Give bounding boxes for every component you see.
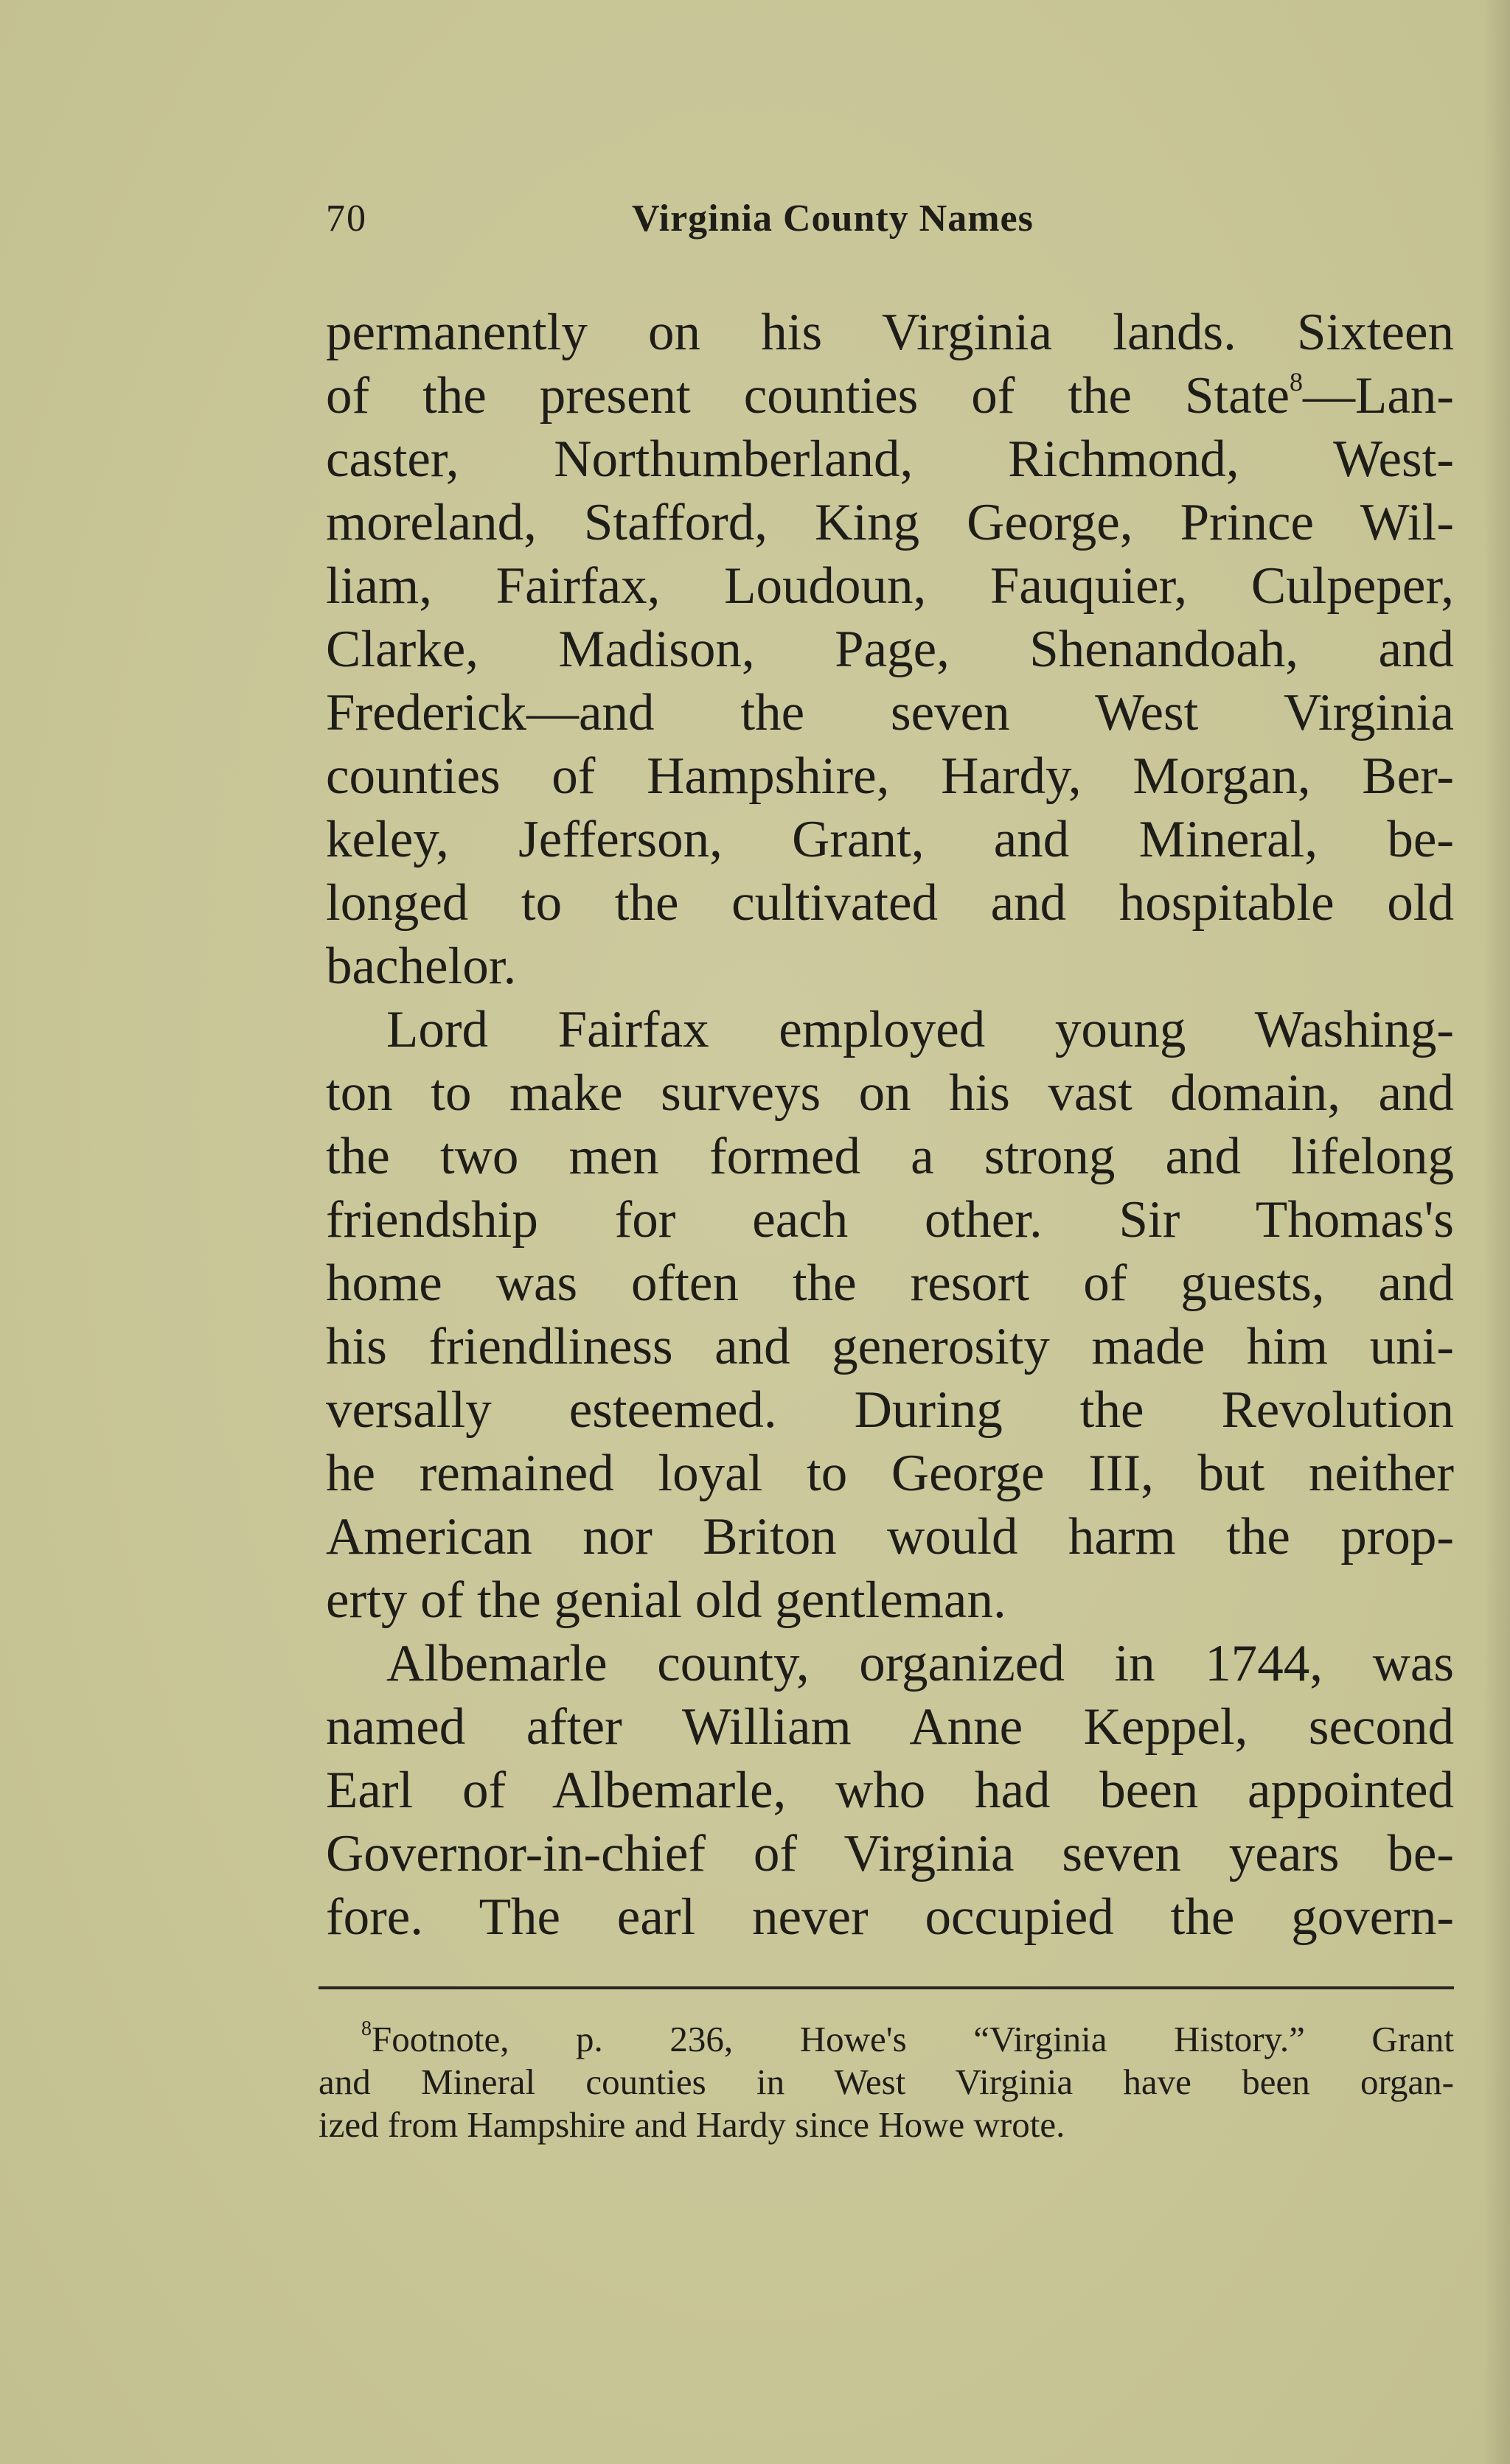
text-line: counties of Hampshire, Hardy, Morgan, Ber- — [326, 747, 1454, 805]
text-line: liam, Fairfax, Loudoun, Fauquier, Culpeper, — [326, 557, 1454, 615]
footnote-line — [319, 2018, 1454, 2061]
text-line: American nor Briton would harm the prop- — [326, 1508, 1454, 1566]
text-line: Lord Fairfax employed young Washing- — [386, 1001, 1454, 1058]
text-line: ton to make surveys on his vast domain, and — [326, 1064, 1454, 1122]
text-line: the two men formed a strong and lifelong — [326, 1128, 1454, 1185]
body-text — [326, 301, 1454, 1949]
running-title: Virginia County Names — [632, 198, 1034, 240]
text-line: versally esteemed. During the Revolution — [326, 1381, 1454, 1439]
footnote-line: and Mineral counties in West Virginia have been organ- — [319, 2062, 1454, 2102]
footnote-mark: 8 — [361, 2017, 372, 2040]
text-line: his friendliness and generosity made him uni- — [326, 1318, 1454, 1375]
footnote-rule — [319, 1986, 1454, 1989]
paragraph-3 — [326, 1632, 1454, 1949]
text-line: Frederick—and the seven West Virginia — [326, 684, 1454, 741]
text-line: erty of the genial old gentleman. — [326, 1571, 1006, 1629]
footnote-line: ized from Hampshire and Hardy since Howe wrote. — [319, 2104, 1065, 2145]
text-line: fore. The earl never occupied the govern- — [326, 1888, 1454, 1946]
page-number: 70 — [326, 198, 367, 240]
text-line: Governor-in-chief of Virginia seven years be- — [326, 1825, 1454, 1882]
text-line-part: of the present counties of the State — [326, 367, 1290, 425]
text-line-part: —Lan- — [1302, 367, 1454, 425]
text-line — [326, 364, 1454, 427]
paragraph-1 — [326, 301, 1454, 998]
text-line: Clarke, Madison, Page, Shenandoah, and — [326, 621, 1454, 678]
page-header — [326, 193, 1454, 245]
footnote-line-text: Footnote, p. 236, Howe's “Virginia History.” Grant — [372, 2019, 1454, 2059]
text-line: named after William Anne Keppel, second — [326, 1698, 1454, 1756]
footnote — [319, 2018, 1454, 2146]
text-line: friendship for each other. Sir Thomas's — [326, 1191, 1454, 1249]
page-edge-shadow — [1483, 0, 1510, 2464]
text-line: home was often the resort of guests, and — [326, 1254, 1454, 1312]
footnote-reference: 8 — [1289, 367, 1303, 397]
text-line: moreland, Stafford, King George, Prince Wil- — [326, 494, 1454, 551]
text-line: longed to the cultivated and hospitable old — [326, 874, 1454, 932]
text-line: caster, Northumberland, Richmond, West- — [326, 430, 1454, 488]
text-line: Albemarle county, organized in 1744, was — [386, 1635, 1454, 1692]
text-line: Earl of Albemarle, who had been appointed — [326, 1762, 1454, 1819]
paragraph-2 — [326, 998, 1454, 1632]
text-line: keley, Jefferson, Grant, and Mineral, be- — [326, 811, 1454, 868]
text-line: permanently on his Virginia lands. Sixteen — [326, 304, 1454, 361]
text-line: he remained loyal to George III, but neither — [326, 1445, 1454, 1502]
text-line: bachelor. — [326, 938, 517, 995]
